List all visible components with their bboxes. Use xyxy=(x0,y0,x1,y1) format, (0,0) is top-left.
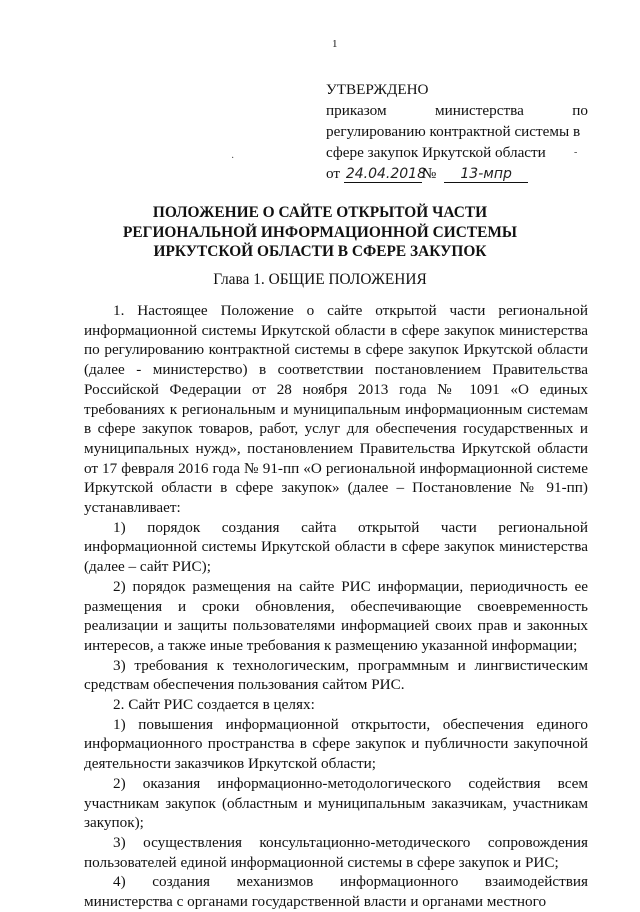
approval-line-2: регулированию контрактной системы в xyxy=(326,123,581,140)
approval-line-3: сфере закупок Иркутской области xyxy=(326,144,546,161)
handwritten-date: 24.04.2018 xyxy=(345,166,426,182)
approval-heading: УТВЕРЖДЕНО xyxy=(326,81,429,98)
approval-date-line xyxy=(326,163,588,184)
paragraph: 1. Настоящее Положение о сайте открытой части региональной информационной системы Иркутской области в сфере закупок министерства по регулированию контрактной системы в сфере закупок Иркутской области (далее - министерство) в соответствии постановлением Правительства Российской Федерации от 28 ноября 2013 года № 1091 «О единых требованиях к региональным и муниципальным информационным системам в сфере закупок товаров, работ, услуг для обеспечения государственных и муниципальных нужд», постановлением Правительства Иркутской области от 17 февраля 2016 года № 91-пп «О региональной информационной системе Иркутской области в сфере закупок» (далее – Постановление № 91-пп) устанавливает: xyxy=(84,302,588,517)
paragraph: 4) создания механизмов информационного взаимодействия министерства с органами государственной власти и органами местного xyxy=(84,873,588,911)
paragraph: 2) порядок размещения на сайте РИС информации, периодичность ее размещения и сроки обновления, обеспечивающие своевременность реализации и защиты пользователями информацией своих прав и законных интересов, а также иные требования к размещению указанной информации; xyxy=(84,577,588,654)
scan-speck: · xyxy=(231,153,235,164)
paragraph: 1) повышения информационной открытости, обеспечения единого информационного пространства в сфере закупок и публичности закупочной деятельности заказчиков Иркутской области; xyxy=(84,715,588,773)
paragraph: 2. Сайт РИС создается в целях: xyxy=(113,696,315,714)
chapter-title: Глава 1. ОБЩИЕ ПОЛОЖЕНИЯ xyxy=(213,271,427,288)
page-number: 1 xyxy=(332,38,338,50)
date-prefix: от xyxy=(326,165,341,182)
number-prefix: № xyxy=(421,165,437,182)
paragraph: 3) требования к технологическим, программным и лингвистическим средствам обеспечения пользования сайтом РИС. xyxy=(84,656,588,694)
approval-block xyxy=(326,79,588,184)
document-title: ПОЛОЖЕНИЕ О САЙТЕ ОТКРЫТОЙ ЧАСТИ РЕГИОНАЛЬНОЙ ИНФОРМАЦИОННОЙ СИСТЕМЫ ИРКУТСКОЙ ОБЛАСТИ В СФЕРЕ ЗАКУПОК xyxy=(123,204,517,260)
paragraph: 3) осуществления консультационно-методического сопровождения пользователей единой информационной системы в сфере закупок и РИС; xyxy=(84,833,588,871)
paragraph: 2) оказания информационно-методологического содействия всем участникам закупок (областным и муниципальным заказчикам, участникам закупок); xyxy=(84,774,588,832)
scan-speck: - xyxy=(574,147,578,158)
paragraph: 1) порядок создания сайта открытой части региональной информационной системы Иркутской области в сфере закупок министерства (далее – сайт РИС); xyxy=(84,518,588,576)
document-body xyxy=(84,301,588,912)
approval-line-1: приказом министерства по xyxy=(326,102,588,119)
handwritten-order-number: 13-мпр xyxy=(444,166,528,183)
